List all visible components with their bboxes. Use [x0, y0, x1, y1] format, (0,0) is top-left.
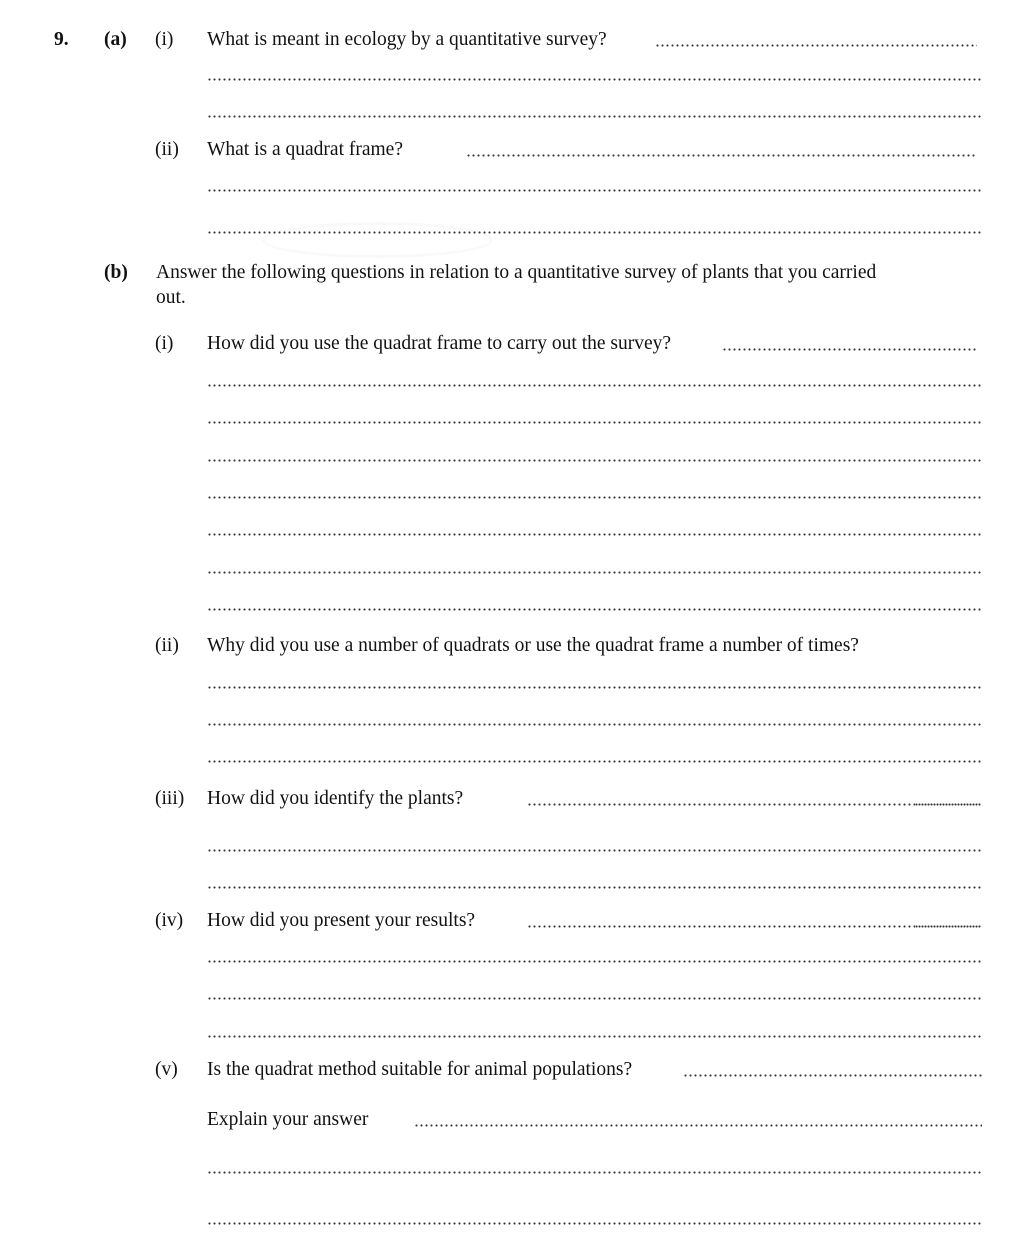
- question-number: 9.: [54, 29, 69, 50]
- answer-line-b-iv-3[interactable]: [207, 997, 982, 1000]
- answer-line-b-v-1[interactable]: [683, 1074, 982, 1077]
- part-b-intro-line1: Answer the following questions in relation to a quantitative survey of plants that you carried: [156, 262, 877, 283]
- part-b-iv-question: How did you present your results?: [207, 910, 476, 931]
- answer-line-b-v-explain-3[interactable]: [207, 1222, 982, 1225]
- answer-line-b-iii-1-end: [915, 803, 981, 806]
- answer-line-b-i-1[interactable]: [722, 348, 977, 351]
- answer-line-b-i-2[interactable]: [207, 384, 982, 387]
- answer-line-b-iv-1-end: [915, 925, 981, 928]
- answer-line-b-iii-3[interactable]: [207, 886, 982, 889]
- answer-line-b-ii-2[interactable]: [207, 723, 982, 726]
- answer-line-a-ii-3[interactable]: [207, 231, 982, 234]
- faint-watermark: [262, 222, 493, 258]
- answer-line-b-iii-1[interactable]: [527, 803, 915, 806]
- answer-line-b-i-5[interactable]: [207, 496, 982, 499]
- part-b-i-number: (i): [155, 333, 174, 354]
- part-a-ii-number: (ii): [155, 139, 179, 160]
- answer-line-a-ii-2[interactable]: [207, 189, 982, 192]
- part-b-i-question: How did you use the quadrat frame to carry out the survey?: [207, 333, 672, 354]
- answer-line-b-i-4[interactable]: [207, 459, 982, 462]
- part-b-v-question: Is the quadrat method suitable for animal populations?: [207, 1059, 633, 1080]
- answer-line-b-iv-1[interactable]: [527, 925, 915, 928]
- part-b-v-number: (v): [155, 1059, 178, 1080]
- part-a-i-number: (i): [155, 29, 174, 50]
- answer-line-b-i-8[interactable]: [207, 608, 982, 611]
- answer-line-b-ii-1[interactable]: [207, 686, 982, 689]
- part-b-ii-question: Why did you use a number of quadrats or use the quadrat frame a number of times?: [207, 635, 859, 656]
- answer-line-a-i-3[interactable]: [207, 115, 982, 118]
- part-a-ii-question: What is a quadrat frame?: [207, 139, 403, 160]
- part-b-iv-number: (iv): [155, 910, 184, 931]
- answer-line-b-v-explain-1[interactable]: [414, 1124, 982, 1127]
- part-b-intro-line2: out.: [156, 287, 186, 308]
- answer-line-a-i-2[interactable]: [207, 78, 982, 81]
- answer-line-b-i-6[interactable]: [207, 533, 982, 536]
- part-b-ii-number: (ii): [155, 635, 179, 656]
- explain-answer-prompt: Explain your answer: [207, 1109, 369, 1130]
- answer-line-b-i-3[interactable]: [207, 421, 982, 424]
- answer-line-b-iii-2[interactable]: [207, 849, 982, 852]
- part-b-label: (b): [104, 262, 128, 283]
- answer-line-a-i-1[interactable]: [655, 44, 977, 47]
- answer-line-b-v-explain-2[interactable]: [207, 1171, 982, 1174]
- part-b-iii-number: (iii): [155, 788, 185, 809]
- answer-line-b-i-7[interactable]: [207, 571, 982, 574]
- answer-line-b-iv-2[interactable]: [207, 960, 982, 963]
- part-a-label: (a): [104, 29, 127, 50]
- answer-line-b-ii-3[interactable]: [207, 760, 982, 763]
- part-b-iii-question: How did you identify the plants?: [207, 788, 464, 809]
- part-a-i-question: What is meant in ecology by a quantitative survey?: [207, 29, 607, 50]
- answer-line-b-iv-4[interactable]: [207, 1035, 982, 1038]
- answer-line-a-ii-1[interactable]: [466, 154, 977, 157]
